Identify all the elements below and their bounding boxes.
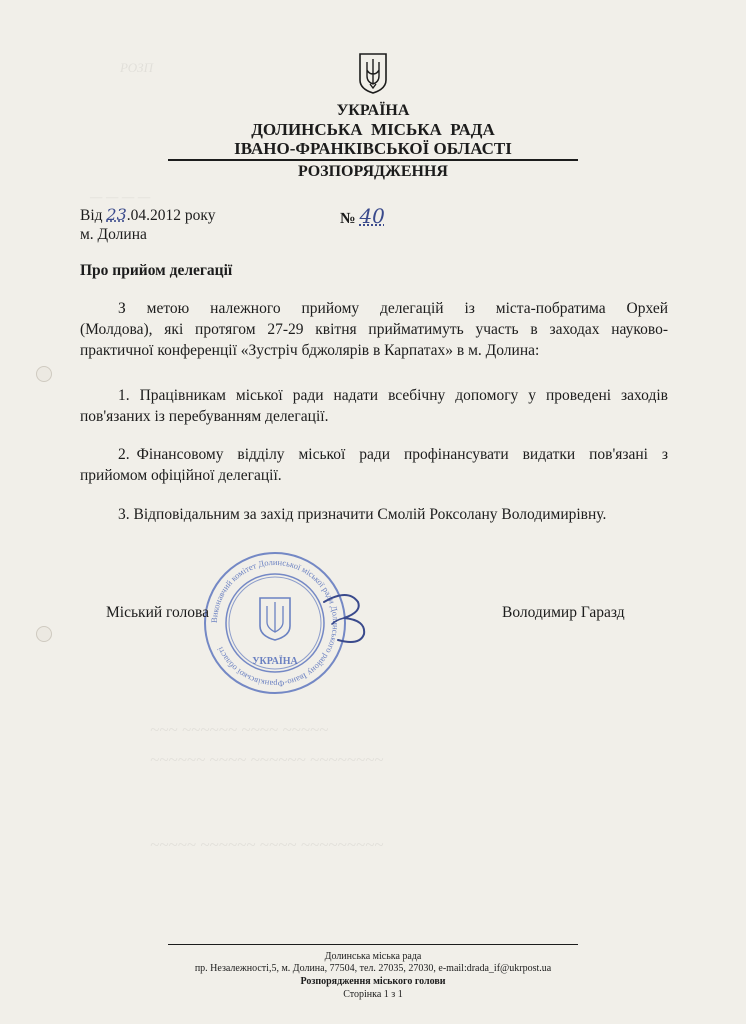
handwritten-day: 23 — [106, 205, 127, 224]
document-date: Від 23.04.2012 року — [80, 205, 216, 224]
footer-page-number: Сторінка 1 з 1 — [343, 989, 403, 1000]
intro-line: (Молдова), які протягом 27-29 квітня прийматимуть участь в заходах науково- — [80, 321, 668, 338]
item-1-line: 1. Працівникам міської ради надати всебічну допомогу у проведені заходів — [118, 387, 668, 404]
header-rule — [168, 159, 578, 161]
document-subject: Про прийом делегації — [80, 262, 233, 279]
coat-of-arms-icon — [358, 52, 388, 94]
council-heading: ДОЛИНСЬКА МІСЬКА РАДА — [251, 120, 495, 139]
show-through-text: ~~~~~ ~~~~~~ ~~~~ ~~~~~~~~~ — [150, 835, 384, 854]
signatory-title: Міський голова — [106, 604, 210, 621]
show-through-text: ~~~~~~ ~~~~ ~~~~~~ ~~~~~~~~ — [150, 750, 384, 769]
show-through-text: ~~~ ~~~~~~ ~~~~ ~~~~~ — [150, 720, 329, 739]
stamp-ring-text: Виконавчий комітет Долинської міської ради Долинського району Івано-Франківської області — [208, 556, 342, 690]
document-number: № 40 — [340, 204, 385, 228]
handwritten-number: 40 — [359, 204, 385, 228]
punch-hole — [36, 366, 52, 382]
footer-address: пр. Незалежності,5, м. Долина, 77504, тел. 27035, 27030, e-mail:drada_if@ukrpost.ua — [194, 963, 552, 974]
show-through-text: РОЗП — [120, 60, 153, 75]
handwritten-signature — [318, 590, 388, 650]
item-2-line: 2. Фінансовому відділу міської ради профінансувати видатки пов'язані з — [118, 446, 668, 463]
intro-line: практичної конференції «Зустріч бджолярів в Карпатах» в м. Долина: — [80, 342, 540, 359]
footer-rule — [168, 944, 578, 945]
country-heading: УКРАЇНА — [336, 102, 410, 119]
footer-organization: Долинська міська рада — [324, 951, 422, 962]
signatory-name: Володимир Гаразд — [502, 604, 625, 621]
document-city: м. Долина — [80, 226, 147, 243]
item-2-line: прийомом офіційної делегації. — [80, 467, 282, 484]
item-1-line: пов'язаних із перебуванням делегації. — [80, 408, 329, 425]
show-through-text: — — — — — [90, 190, 151, 205]
punch-hole — [36, 626, 52, 642]
document-type-heading: РОЗПОРЯДЖЕННЯ — [298, 163, 448, 180]
stamp-country: УКРАЇНА — [252, 656, 298, 667]
footer-document: Розпорядження міського голови — [300, 976, 446, 987]
intro-line: З метою належного прийому делегацій із міста-побратима Орхей — [118, 300, 668, 317]
region-heading: ІВАНО-ФРАНКІВСЬКОЇ ОБЛАСТІ — [234, 139, 512, 158]
item-3-line: 3. Відповідальним за захід призначити Смолій Роксолану Володимирівну. — [118, 506, 607, 523]
